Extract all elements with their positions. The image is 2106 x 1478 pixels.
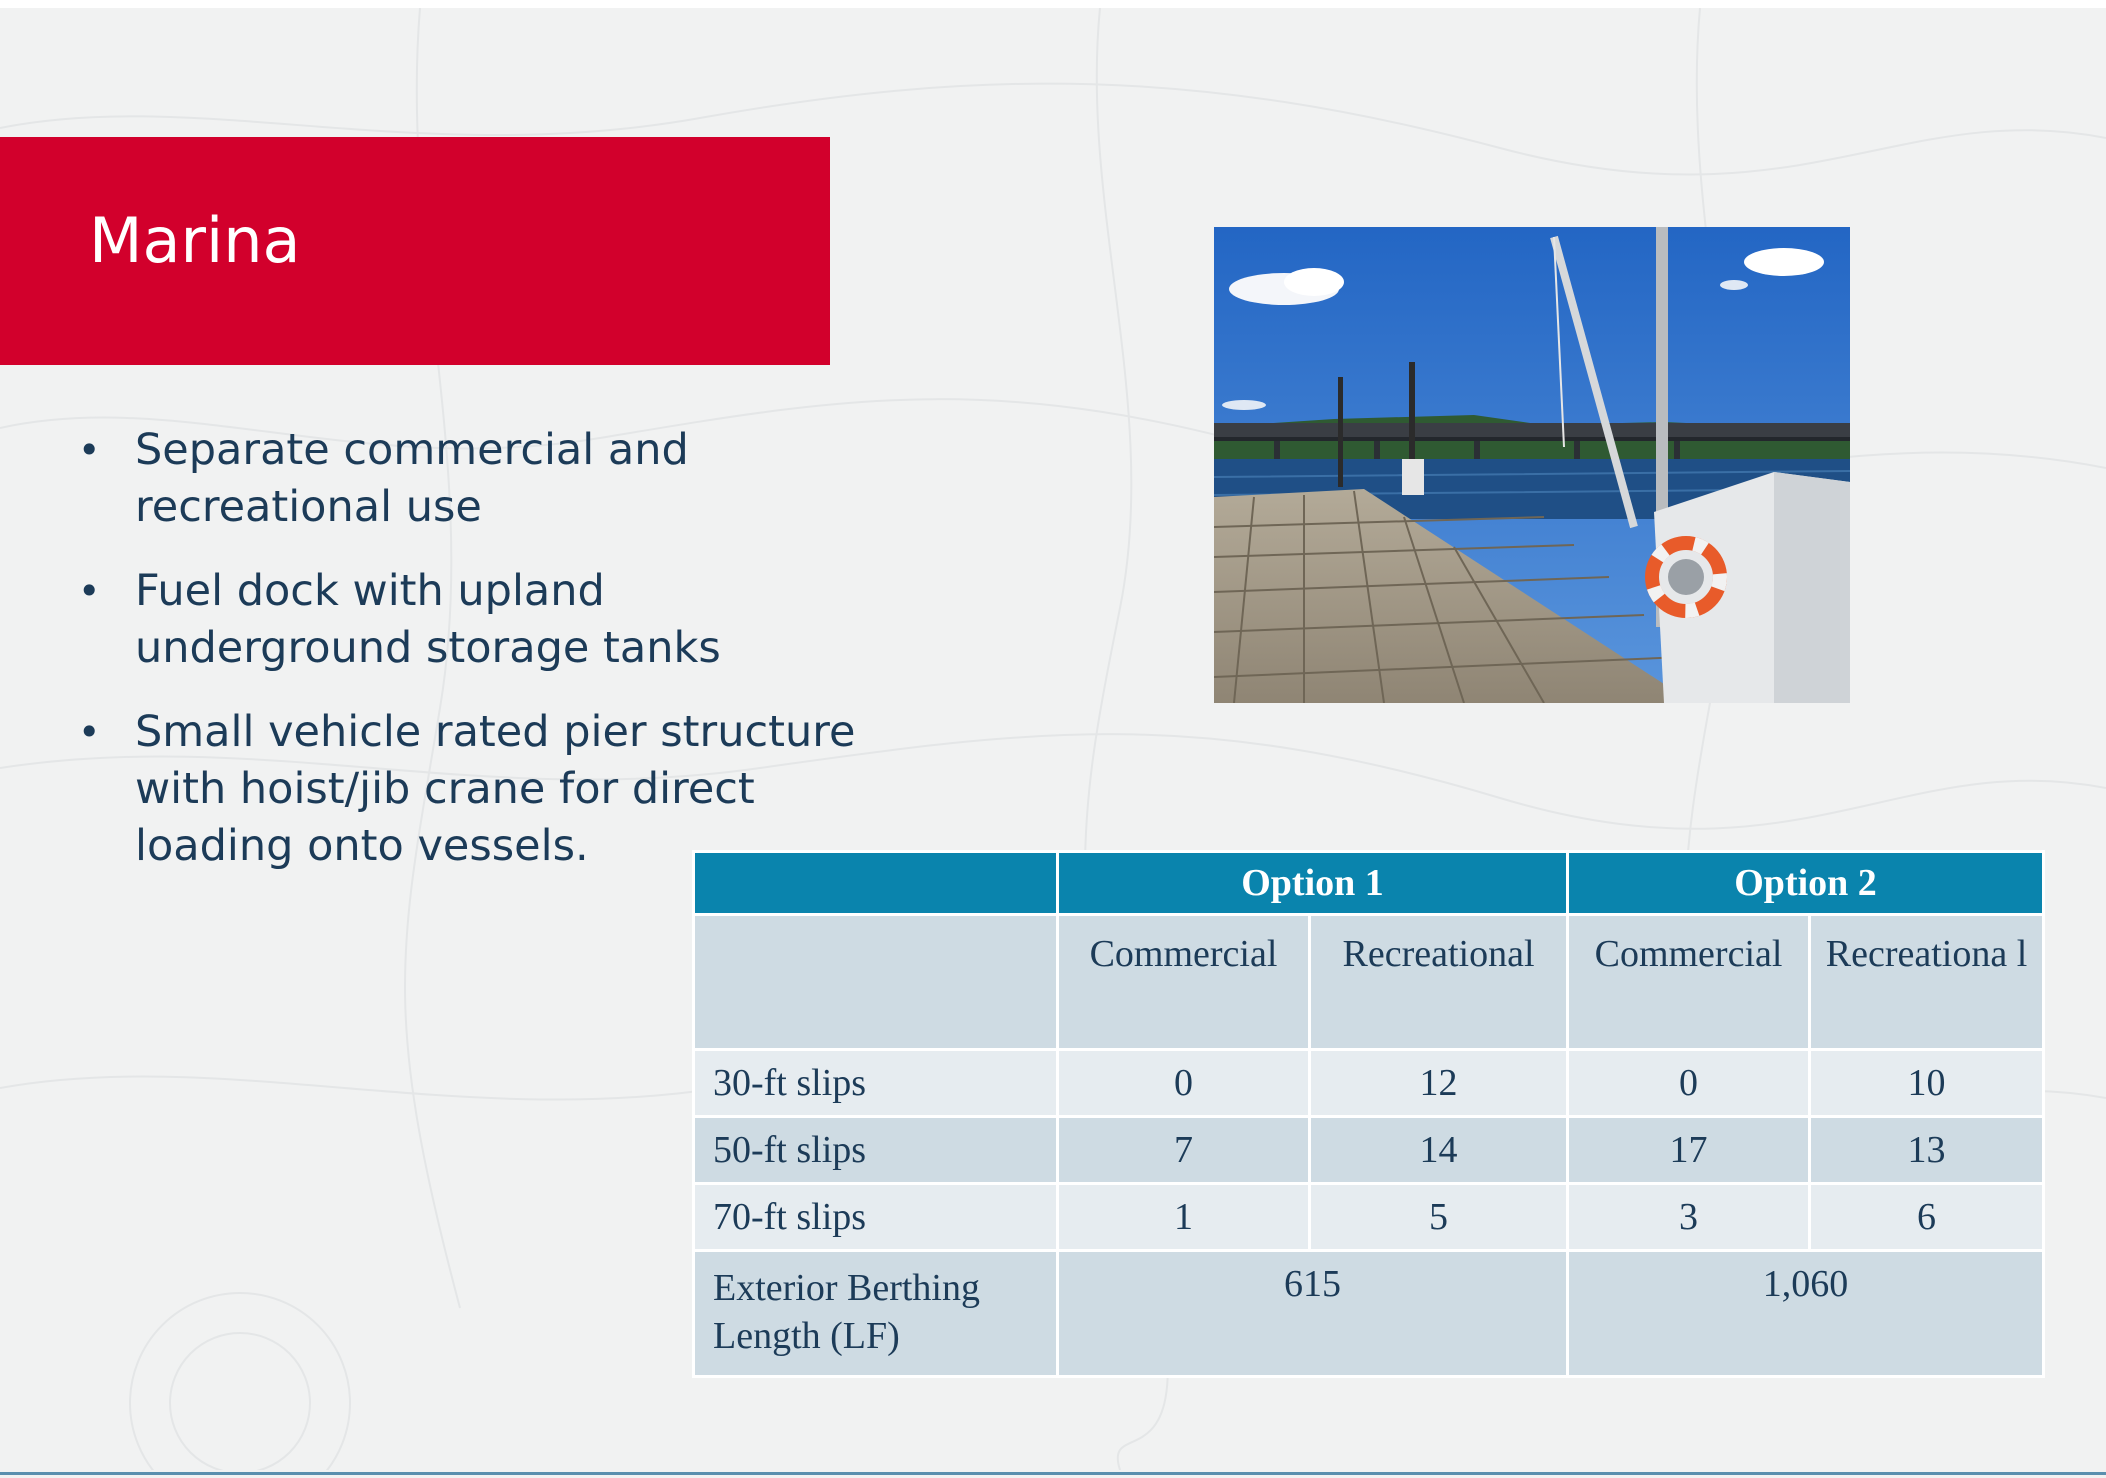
table-cell: 6 [1810,1184,2044,1251]
table-header-row [694,852,2044,915]
bullet-icon: • [78,569,101,613]
pier-photo [1214,227,1850,703]
bullet-text: Small vehicle rated pier structure with hoist/jib crane for direct loading onto vessels. [135,707,856,871]
bullet-item [78,422,858,536]
bottom-rule [0,1472,2106,1475]
top-edge [0,0,2106,8]
table-cell: 7 [1058,1117,1310,1184]
table-cell: 10 [1810,1050,2044,1117]
table-cell: 615 [1058,1251,1568,1377]
slide-title: Marina [89,204,301,277]
marina-options-table [692,850,2045,1378]
table-row [694,1117,2044,1184]
table-cell: 14 [1310,1117,1568,1184]
row-label: 30-ft slips [694,1050,1058,1117]
subheader-cell: Recreationa l [1810,915,2044,1050]
bullet-list [78,422,858,902]
table-row [694,1251,2044,1377]
bullet-text: Separate commercial and recreational use [135,425,689,532]
table-cell: 0 [1058,1050,1310,1117]
table-row [694,1184,2044,1251]
table-cell: 3 [1568,1184,1810,1251]
table-cell: 17 [1568,1117,1810,1184]
row-label: Exterior Berthing Length (LF) [694,1251,1058,1377]
subheader-cell: Commercial [1058,915,1310,1050]
table-cell: 0 [1568,1050,1810,1117]
row-label: 70-ft slips [694,1184,1058,1251]
table-cell: 13 [1810,1117,2044,1184]
table-cell: 1 [1058,1184,1310,1251]
subheader-cell: Recreational [1310,915,1568,1050]
subheader-cell: Commercial [1568,915,1810,1050]
table-cell: 12 [1310,1050,1568,1117]
subheader-blank-cell [694,915,1058,1050]
header-blank-cell [694,852,1058,915]
table-cell: 1,060 [1568,1251,2044,1377]
bullet-icon: • [78,428,101,472]
bullet-text: Fuel dock with upland underground storage tanks [135,566,721,673]
table-subheader-row [694,915,2044,1050]
option-1-header: Option 1 [1058,852,1568,915]
bullet-icon: • [78,710,101,754]
table-row [694,1050,2044,1117]
table-cell: 5 [1310,1184,1568,1251]
row-label: 50-ft slips [694,1117,1058,1184]
option-2-header: Option 2 [1568,852,2044,915]
bullet-item [78,563,858,677]
